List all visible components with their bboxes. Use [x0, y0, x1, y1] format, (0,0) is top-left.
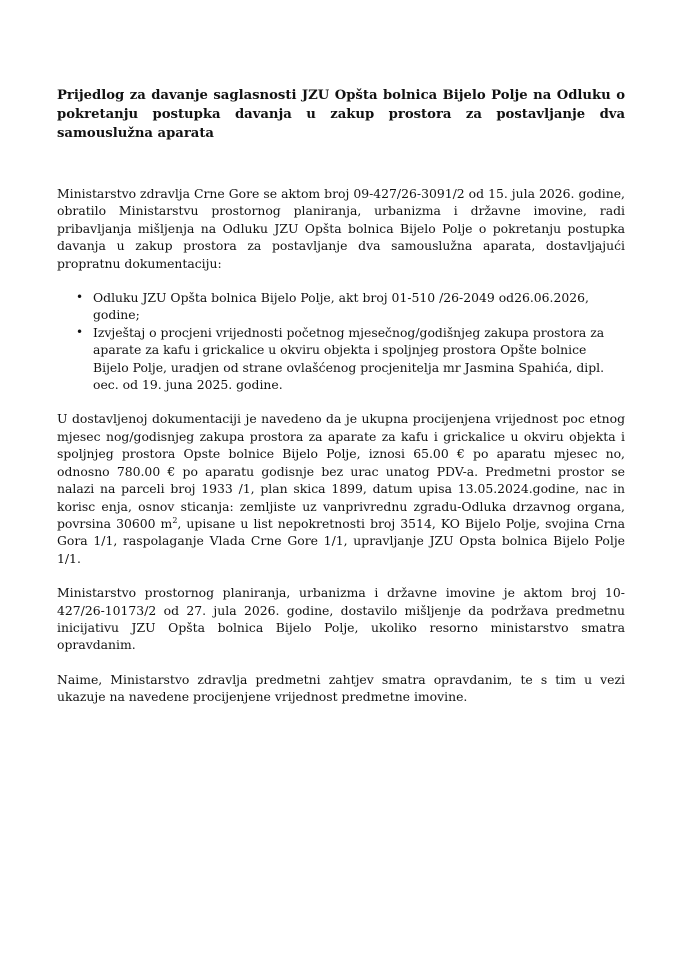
- bullet-icon: •: [76, 324, 84, 339]
- document-page: [57, 86, 625, 706]
- list-item-text: Izvještaj o procjeni vrijednosti početnog mjesečnog/godišnjeg zakupa prostora za aparate za kafu i grickalice u okviru objekta i spoljnjeg prostora Opšte bolnice Bijelo Polje, uradjen od strane ovlašćenog procjenitelja mr Jasmina Spahića, dipl. oec. od 19. juna 2025. godine.: [93, 324, 605, 393]
- attachments-list: [57, 289, 625, 393]
- paragraph-request: Ministarstvo zdravlja Crne Gore se aktom broj 09-427/26-3091/2 od 15. jula 2026. godine, obratilo Ministarstvu prostornog planiranja, urbanizma i državne imovine, radi pribavljanja mišljenja na Odluku JZU Opšta bolnica Bijelo Polje o pokretanju postupka davanja u zakup prostora za postavljanje dva samouslužna aparata, dostavljajući propratnu dokumentaciju:: [57, 186, 625, 271]
- paragraph-valuation-end: , upisane u list nepokretnosti broj 3514, KO Bijelo Polje, svojina Crna Gora 1/1, raspolaganje Vlada Crne Gore 1/1, upravljanje JZU Opsta bolnica Bijelo Polje 1/1.: [57, 515, 625, 566]
- paragraph-ministry-opinion: Ministarstvo prostornog planiranja, urbanizma i državne imovine je aktom broj 10-427/26-10173/2 od 27. jula 2026. godine, dostavilo mišljenje da podržava predmetnu inicijativu JZU Opšta bolnica Bijelo Polje, ukoliko resorno ministarstvo smatra opravdanim.: [57, 585, 625, 653]
- document-title: Prijedlog za davanje saglasnosti JZU Opšta bolnica Bijelo Polje na Odluku o pokretanju postupka davanja u zakup prostora za postavljanje dva samouslužna aparata: [57, 88, 625, 141]
- list-item-text: Odluku JZU Opšta bolnica Bijelo Polje, akt broj 01-510 /26-2049 od26.06.2026, godine;: [93, 290, 589, 323]
- area-unit-superscript: 2: [172, 515, 178, 525]
- paragraph-conclusion: Naime, Ministarstvo zdravlja predmetni zahtjev smatra opravdanim, te s tim u vezi ukazuje na navedene procijenjene vrijednost predmetne imovine.: [57, 671, 625, 705]
- paragraph-valuation-main: U dostavljenoj dokumentaciji je navedeno da je ukupna procijenjena vrijednost poc etnog mjesec nog/godisnjeg zakupa prostora za aparate za kafu i grickalice u okviru objekta i spoljnjeg prostora Opste bolnice Bijelo Polje, iznosi 65.00 € po aparatu mjesec no, odnosno 780.00 € po aparatu godisnje bez urac unatog PDV-a. Predmetni prostor se nalazi na parceli broj 1933 /1, plan skica 1899, datum upisa 13.05.2024.godine, nac in korisc enja, osnov sticanja: zemljiste uz vanprivrednu zgradu-Odluka drzavnog organa, povrsina 30600 m: [57, 411, 625, 531]
- paragraph-valuation: [57, 410, 625, 567]
- list-item: [57, 289, 625, 324]
- bullet-icon: •: [76, 290, 84, 305]
- list-item: [57, 324, 625, 394]
